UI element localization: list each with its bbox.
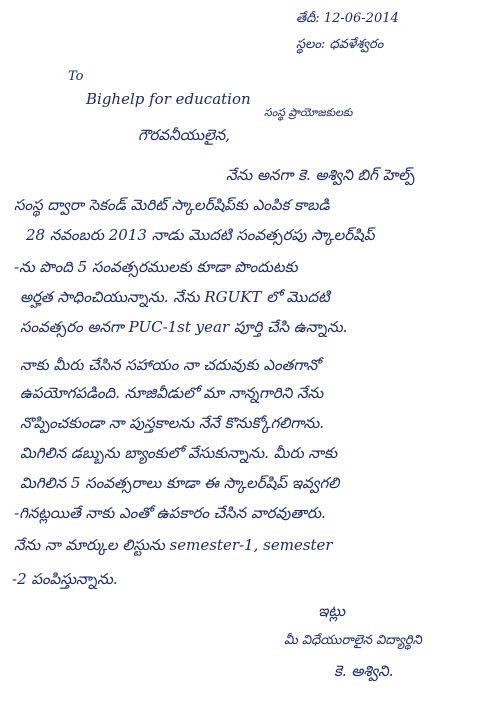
body-line: -2 పంపిస్తున్నాను. bbox=[12, 570, 118, 588]
body-line: నాకు మీరు చేసిన సహాయం నా చదువుకు ఎంతగానో bbox=[20, 356, 321, 374]
body-line: నొప్పించకుండా నా పుస్తకాలను నేనే కొనుక్కోగలిగాను. bbox=[20, 414, 325, 432]
closing-line: ఇట్లు bbox=[318, 602, 346, 620]
letter-date: తేదీ: 12-06-2014 bbox=[296, 11, 399, 26]
body-line: మిగిలిన డబ్బును బ్యాంకులో వేసుకున్నాను. మీరు నాకు bbox=[20, 444, 338, 462]
letter-place: స్థలం: ధవళేశ్వరం bbox=[296, 37, 384, 52]
body-line: -గినట్లయితే నాకు ఎంతో ఉపకారం చేసిన వారవుతారు. bbox=[14, 504, 326, 522]
body-line: సంవత్సరం అనగా PUC-1st year పూర్తి చేసి ఉన్నాను. bbox=[20, 318, 348, 336]
body-line: మిగిలిన 5 సంవత్సరాలు కూడా ఈ స్కాలర్‌షిప్ ఇవ్వగలి bbox=[20, 474, 340, 492]
body-line: నేను అనగా కె. అశ్విని బిగ్ హెల్ప్ bbox=[226, 166, 415, 184]
recipient-note: సంస్థ ప్రాయోజకులకు bbox=[264, 106, 353, 119]
signature: కె. అశ్విని. bbox=[334, 662, 394, 680]
recipient-to: To bbox=[68, 69, 84, 84]
body-line: -ను పొంది 5 సంవత్సరములకు కూడా పొందుటకు bbox=[14, 258, 298, 276]
body-line: సంస్థ ద్వారా సెకండ్ మెరిట్ స్కాలర్‌షిప్‌కు ఎంపిక కాబడి bbox=[14, 196, 330, 214]
body-line: నేను నా మార్కుల లిస్టును semester-1, semester bbox=[14, 536, 333, 554]
body-line: ఉపయోగపడింది. నూజివీడులో మా నాన్నగారిని నేను bbox=[20, 384, 324, 402]
recipient-organization: Bighelp for education bbox=[86, 90, 251, 108]
body-line: 28 నవంబరు 2013 నాడు మొదటి సంవత్సరపు స్కాలర్‌షిప్ bbox=[26, 226, 375, 244]
closing-line: మీ విధేయురాలైన విద్యార్థిని bbox=[284, 633, 422, 648]
body-line: అర్హత సాధించియున్నాను. నేను RGUKT లో మొదటి bbox=[20, 288, 330, 306]
salutation: గౌరవనీయులైన, bbox=[138, 126, 231, 144]
